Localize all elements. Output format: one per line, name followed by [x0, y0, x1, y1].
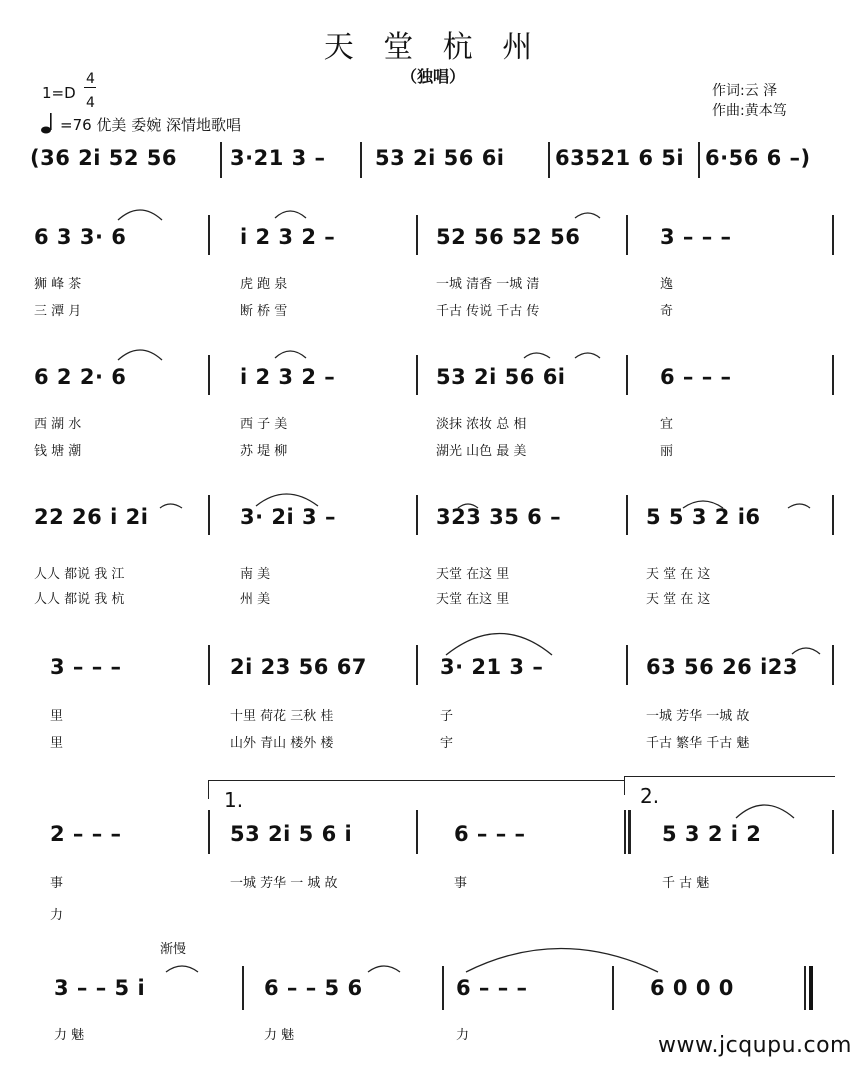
measure: 5 5 3 2 i6 [646, 505, 761, 529]
measure: 6 – – – [456, 976, 528, 1000]
lyric-line: 断 桥 雪 [240, 304, 288, 319]
volta-label-2: 2. [640, 784, 660, 808]
measure: 3·21 3 – [230, 146, 326, 170]
lyric-line: 一城 芳华 一城 故 [646, 709, 750, 724]
slur [524, 353, 550, 358]
barline [416, 215, 418, 255]
lyric-line: 苏 堤 柳 [240, 444, 288, 459]
barline [208, 495, 210, 535]
barline [626, 215, 628, 255]
lyric-line: 宇 [440, 736, 454, 751]
measure: 63521 6 5i [555, 146, 685, 170]
final-barline-thin [804, 966, 806, 1010]
final-barline-thick [809, 966, 813, 1010]
slur [736, 805, 794, 818]
barline [698, 142, 700, 178]
slur [160, 504, 182, 508]
lyricist-credit: 作词:云 泽 [712, 83, 778, 99]
barline [612, 966, 614, 1010]
slur [575, 213, 600, 218]
measure: 6 2 2· 6 [34, 365, 127, 389]
measure: 52 56 52 56 [436, 225, 581, 249]
quarter-note-icon [40, 112, 58, 134]
lyric-line: 千古 传说 千古 传 [436, 304, 540, 319]
tempo-marking [40, 112, 241, 135]
barline [832, 645, 834, 685]
measure: 3 – – – [660, 225, 732, 249]
lyric-line: 力 魅 [54, 1028, 85, 1043]
volta-bracket-1 [208, 780, 625, 799]
lyric-line: 山外 青山 楼外 楼 [230, 736, 334, 751]
slur [466, 949, 658, 973]
barline [626, 355, 628, 395]
measure: 63 56 26 i23 [646, 655, 799, 679]
lyric-line: 钱 塘 潮 [34, 444, 82, 459]
measure: 53 2i 5 6 i [230, 822, 353, 846]
barline [416, 495, 418, 535]
composer-credit: 作曲:黄本笃 [712, 103, 787, 119]
lyric-line: 天 堂 在 这 [646, 567, 711, 582]
measure: (36 2i 52 56 [30, 146, 178, 170]
lyric-line: 一城 清香 一城 清 [436, 277, 540, 292]
barline [208, 810, 210, 854]
barline [208, 355, 210, 395]
barline [832, 355, 834, 395]
site-watermark: www.jcqupu.com [658, 1033, 852, 1058]
measure: 6 – – – [660, 365, 732, 389]
lyric-line: 里 [50, 736, 64, 751]
measure: 323 35 6 – [436, 505, 562, 529]
slur [275, 351, 306, 358]
measure: 2i 23 56 67 [230, 655, 367, 679]
lyric-line: 宜 [660, 417, 674, 432]
lyric-line: 天堂 在这 里 [436, 592, 510, 607]
song-subtitle: （独唱） [400, 67, 465, 86]
key-signature: 1=D [42, 84, 76, 102]
volta-label-1: 1. [224, 788, 244, 812]
barline [242, 966, 244, 1010]
lyric-line: 千古 繁华 千古 魅 [646, 736, 750, 751]
measure: i 2 3 2 – [240, 365, 336, 389]
lyric-line: 狮 峰 茶 [34, 277, 82, 292]
lyric-line: 力 [456, 1028, 470, 1043]
lyric-line: 奇 [660, 304, 674, 319]
barline [626, 495, 628, 535]
measure: 53 2i 56 6i [436, 365, 566, 389]
measure: 6 – – – [454, 822, 526, 846]
lyric-line: 天堂 在这 里 [436, 567, 510, 582]
song-title: 天 堂 杭 州 [323, 30, 543, 65]
lyric-line: 事 [454, 876, 468, 891]
lyric-line: 州 美 [240, 592, 271, 607]
measure: 3 – – 5 i [54, 976, 146, 1000]
repeat-barline [624, 810, 626, 854]
barline [416, 810, 418, 854]
measure: 6 3 3· 6 [34, 225, 127, 249]
slur [275, 211, 306, 218]
ritardando-marking: 渐慢 [160, 942, 187, 957]
measure: 3· 21 3 – [440, 655, 544, 679]
barline [442, 966, 444, 1010]
measure: 3· 2i 3 – [240, 505, 336, 529]
lyric-line: 三 潭 月 [34, 304, 82, 319]
slur [118, 350, 162, 360]
lyric-line: 一城 芳华 一 城 故 [230, 876, 338, 891]
barline [832, 215, 834, 255]
slur [166, 966, 198, 972]
lyric-line: 西 子 美 [240, 417, 288, 432]
lyric-line: 湖光 山色 最 美 [436, 444, 527, 459]
lyric-line: 人人 都说 我 江 [34, 567, 125, 582]
slur [118, 210, 162, 220]
lyric-line: 里 [50, 709, 64, 724]
barline [208, 645, 210, 685]
time-signature-bottom: 4 [86, 95, 95, 111]
barline [220, 142, 222, 178]
measure: 3 – – – [50, 655, 122, 679]
barline [416, 645, 418, 685]
measure: 22 26 i 2i [34, 505, 149, 529]
lyric-line: 丽 [660, 444, 674, 459]
lyric-line: 人人 都说 我 杭 [34, 592, 125, 607]
lyric-line: 南 美 [240, 567, 271, 582]
lyric-line: 逸 [660, 277, 674, 292]
slur [446, 634, 552, 656]
slur [788, 504, 810, 508]
slur [368, 966, 400, 972]
measure: 53 2i 56 6i [375, 146, 505, 170]
lyric-line: 西 湖 水 [34, 417, 82, 432]
lyric-line: 淡抹 浓妆 总 相 [436, 417, 527, 432]
measure: 5 3 2 i 2 [662, 822, 762, 846]
lyric-line: 力 [50, 908, 64, 923]
measure: 6·56 6 –) [705, 146, 811, 170]
lyric-line: 天 堂 在 这 [646, 592, 711, 607]
lyric-line: 事 [50, 876, 64, 891]
measure: i 2 3 2 – [240, 225, 336, 249]
barline [832, 810, 834, 854]
barline [360, 142, 362, 178]
slur [575, 353, 600, 358]
tempo-text: =76 优美 委婉 深情地歌唱 [60, 116, 241, 134]
lyric-line: 千 古 魅 [662, 876, 710, 891]
barline [208, 215, 210, 255]
slur [792, 648, 820, 654]
repeat-barline-thick [628, 810, 631, 854]
lyric-line: 力 魅 [264, 1028, 295, 1043]
measure: 2 – – – [50, 822, 122, 846]
barline [416, 355, 418, 395]
time-signature-line [84, 87, 96, 88]
barline [548, 142, 550, 178]
barline [832, 495, 834, 535]
lyric-line: 虎 跑 泉 [240, 277, 288, 292]
measure: 6 0 0 0 [650, 976, 734, 1000]
lyric-line: 十里 荷花 三秋 桂 [230, 709, 334, 724]
lyric-line: 子 [440, 709, 454, 724]
time-signature-top: 4 [86, 71, 95, 87]
barline [626, 645, 628, 685]
measure: 6 – – 5 6 [264, 976, 363, 1000]
